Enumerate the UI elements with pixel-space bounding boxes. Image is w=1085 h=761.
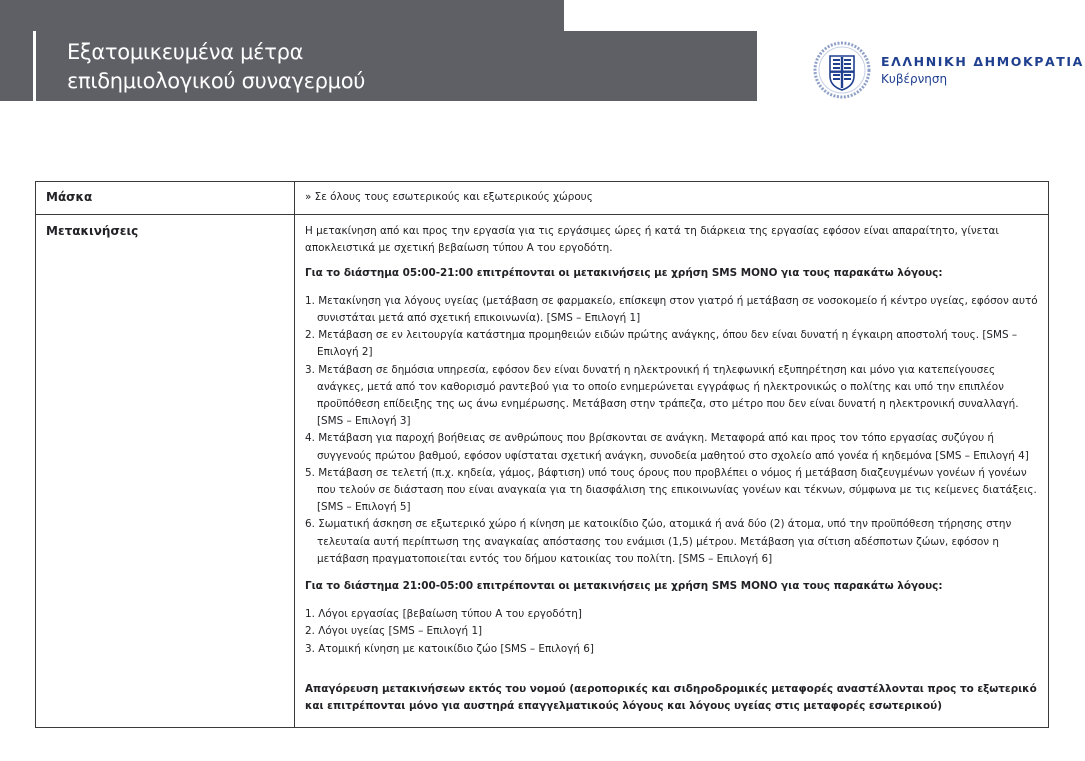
page-title-line-1: Εξατομικευμένα μέτρα: [67, 40, 304, 64]
government-logo: [812, 40, 1084, 100]
list-item: 3. Ατομική κίνηση με κατοικίδιο ζώο [SMS – Επιλογή 6]: [305, 642, 594, 655]
measures-table: [35, 181, 1049, 728]
mask-rule-text: Σε όλους τους εσωτερικούς και εξωτερικούς χώρους: [314, 191, 593, 203]
header-band-top: [0, 0, 564, 31]
list-item: 4. Μετάβαση για παροχή βοήθειας σε ανθρώπους που βρίσκονται σε ανάγκη. Μεταφορά από και προς τον τόπο εργασίας συζύγου ή συγγενούς πρώτου βαθμού, εφόσον υφίσταται σχετική ανάγκη, συνοδεία μαθητού στο σχολείο από γονέα ή κηδεμόνα [SMS – Επιλογή 4]: [305, 432, 1029, 462]
movements-intro: Η μετακίνηση από και προς την εργασία για τις εργάσιμες ώρες ή κατά τη διάρκεια της εργασίας εφόσον είναι απαραίτητο, γίνεται αποκλειστικά με σχετική βεβαίωση τύπου Α του εργοδότη.: [305, 225, 999, 255]
page-title-line-2: επιδημιολογικού συναγερμού: [67, 69, 366, 93]
list-item: 6. Σωματική άσκηση σε εξωτερικό χώρο ή κίνηση με κατοικίδιο ζώο, ατομικά ή ανά δύο (2) άτομα, υπό την προϋπόθεση τήρησης στην τελευταία αυτή περίπτωση της αναγκαίας απόστασης του ενάμισι (1,5) μέτρου. Μετάβαση για σίτιση αδέσποτων ζώων, εφόσον η μετάβαση πραγματοποιείται εντός του δήμου κατοικίας του πολίτη. [SMS – Επιλογή 6]: [305, 518, 1012, 565]
header-accent-bar: [33, 31, 36, 101]
night-heading: Για το διάστημα 21:00-05:00 επιτρέπονται οι μετακινήσεις με χρήση SMS ΜΟΝΟ για τους παρακάτω λόγους:: [305, 580, 943, 593]
day-heading: Για το διάστημα 05:00-21:00 επιτρέπονται οι μετακινήσεις με χρήση SMS ΜΟΝΟ για τους παρακάτω λόγους:: [305, 266, 943, 279]
row-label: Μετακινήσεις: [36, 215, 295, 728]
list-item: 1. Μετακίνηση για λόγους υγείας (μετάβαση σε φαρμακείο, επίσκεψη στον γιατρό ή μετάβαση σε νοσοκομείο ή κέντρο υγείας, εφόσον αυτό συνιστάται μετά από σχετική επικοινωνία). [SMS – Επιλογή 1]: [305, 294, 1038, 325]
day-reasons-list: [305, 293, 1038, 568]
bullet-icon: »: [305, 191, 312, 203]
logo-subtitle: Κυβέρνηση: [881, 71, 948, 86]
row-content: [295, 215, 1049, 728]
page-title: [67, 38, 365, 96]
logo-title: ΕΛΛΗΝΙΚΗ ΔΗΜΟΚΡΑΤΙΑ: [881, 53, 1084, 69]
row-label: Μάσκα: [36, 182, 295, 215]
list-item: 3. Μετάβαση σε δημόσια υπηρεσία, εφόσον δεν είναι δυνατή η ηλεκτρονική ή τηλεφωνική εξυπηρέτηση και μόνο για κατεπείγουσες ανάγκες, μετά από τον καθορισμό ραντεβού για το οποίο ενημερώνεται εγγράφως ή ηλεκτρονικώς ο πολίτης και υπό την επιπλέον προϋπόθεση επίδειξης της ως άνω ενημέρωσης. Μετάβαση στην τράπεζα, στο μέτρο που δεν είναι δυνατή η ηλεκτρονική συναλλαγή. [SMS – Επιλογή 3]: [305, 363, 1019, 428]
list-item: 2. Λόγοι υγείας [SMS – Επιλογή 1]: [305, 625, 483, 638]
list-item: 1. Λόγοι εργασίας [βεβαίωση τύπου Α του εργοδότη]: [305, 608, 582, 621]
greek-coat-of-arms-icon: [812, 40, 872, 100]
table-row-movements: [36, 215, 1049, 728]
table-row-mask: [36, 182, 1049, 215]
night-reasons-list: [305, 606, 1038, 658]
row-content: [295, 182, 1049, 215]
travel-ban-note: Απαγόρευση μετακινήσεων εκτός του νομού (αεροπορικές και σιδηροδρομικές μεταφορές αναστέλλονται προς το εξωτερικό και επιτρέπονται μόνο για αυστηρά επαγγελματικούς λόγους και λόγους υγείας στις μεταφορές εσωτερικού): [305, 682, 1037, 713]
list-item: 5. Μετάβαση σε τελετή (π.χ. κηδεία, γάμος, βάφτιση) υπό τους όρους που προβλέπει ο νόμος ή μετάβαση διαζευγμένων γονέων ή γονέων που τελούν σε διάσταση που είναι αναγκαία για τη διασφάλιση της επικοινωνίας γονέων και τέκνων, σύμφωνα με τις κείμενες διατάξεις. [SMS – Επιλογή 5]: [305, 466, 1037, 514]
list-item: 2. Μετάβαση σε εν λειτουργία κατάστημα προμηθειών ειδών πρώτης ανάγκης, όπου δεν είναι δυνατή η έγκαιρη αποστολή τους. [SMS – Επιλογή 2]: [305, 329, 1018, 359]
